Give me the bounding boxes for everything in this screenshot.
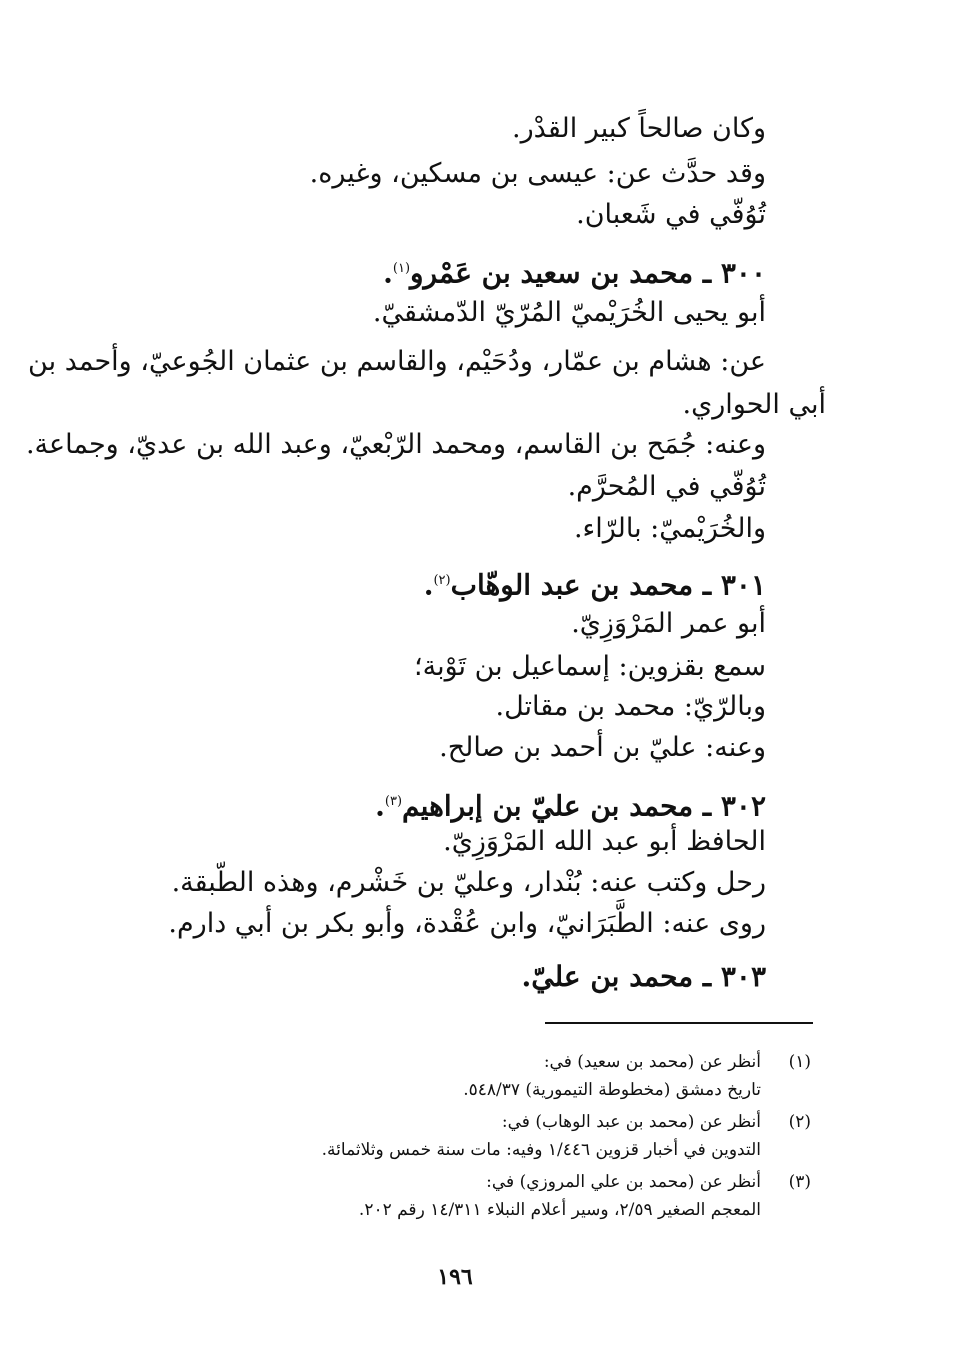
footnote-number: (٣)	[788, 1172, 811, 1192]
body-line: رحل وكتب عنه: بُنْدار، وعليّ بن خَشْرم، وهذه الطّبقة.	[171, 867, 766, 898]
body-line: وعنه: عليّ بن أحمد بن صالح.	[439, 732, 766, 763]
entry-heading-text: ٣٠٠ ـ محمد بن سعيد بن عَمْرو	[410, 256, 766, 290]
body-line: وقد حدَّث عن: عيسى بن مسكين، وغيره.	[309, 158, 766, 189]
body-line: أبي الحواري.	[682, 389, 826, 420]
body-line: الحافظ أبو عبد الله المَرْوَزِيّ.	[443, 826, 766, 857]
body-line: وكان صالحاً كبير القدْر.	[512, 113, 766, 144]
body-line: وبالرّيّ: محمد بن مقاتل.	[495, 691, 766, 722]
footnote-line: المعجم الصغير ٢/٥٩، وسير أعلام النبلاء ١٤/٣١١ رقم ٢٠٢.	[358, 1200, 761, 1220]
body-line: سمع بقزوين: إسماعيل بن تَوْبة؛	[414, 651, 766, 682]
body-line: وعنه: جُمَح بن القاسم، ومحمد الرّبْعيّ، وعبد الله بن عديّ، وجماعة.	[25, 429, 766, 460]
body-line: والخُرَيْميّ: بالرّاء.	[573, 513, 766, 544]
footnote-number: (٢)	[788, 1112, 811, 1132]
body-line: روى عنه: الطَّبَرَانيّ، وابن عُقْدة، وأبو بكر بن أبي دارم.	[168, 908, 766, 939]
heading-end: .	[423, 568, 434, 602]
footnote-ref-3: (٣)	[384, 794, 403, 809]
body-line: تُوُفّي في المُحرَّم.	[567, 471, 766, 502]
footnote-ref-2: (٢)	[433, 573, 451, 588]
entry-heading-text: ٣٠٢ ـ محمد بن عليّ بن إبراهيم	[402, 789, 766, 823]
body-line: عن: هشام بن عمّار، ودُحَيْم، والقاسم بن عثمان الجُوعيّ، وأحمد بن	[28, 346, 766, 377]
entry-heading-301	[424, 562, 766, 604]
entry-heading-text: ٣٠١ ـ محمد بن عبد الوهّاب	[450, 568, 766, 602]
entry-heading-302	[375, 783, 766, 825]
body-line: تُوُفّي في شَعبان.	[576, 199, 766, 230]
body-line: أبو يحيى الخُرَيْميّ المُرّيّ الدّمشقيّ.	[372, 297, 766, 328]
footnote-line: أنظر عن (محمد بن عبد الوهاب) في:	[501, 1112, 761, 1132]
entry-heading-303: ٣٠٣ ـ محمد بن عليّ.	[521, 960, 766, 993]
heading-end: .	[383, 256, 393, 290]
footnote-number: (١)	[788, 1052, 811, 1072]
entry-heading-300	[383, 250, 766, 292]
footnote-ref-1: (١)	[392, 261, 411, 276]
footnote-line: تاريخ دمشق (مخطوطة التيمورية) ٥٤٨/٣٧.	[463, 1080, 761, 1100]
footnote-divider	[545, 1022, 813, 1024]
footnote-line: أنظر عن (محمد بن سعيد) في:	[543, 1052, 761, 1072]
page-number: ١٩٦	[437, 1264, 473, 1290]
heading-end: .	[375, 789, 385, 823]
footnote-line: التدوين في أخبار قزوين ١/٤٤٦ وفيه: مات سنة خمس وثلاثمائة.	[321, 1140, 761, 1160]
footnote-line: أنظر عن (محمد بن علي المروزي) في:	[486, 1172, 761, 1192]
body-line: أبو عمر المَرْوَزِيّ.	[571, 608, 766, 639]
